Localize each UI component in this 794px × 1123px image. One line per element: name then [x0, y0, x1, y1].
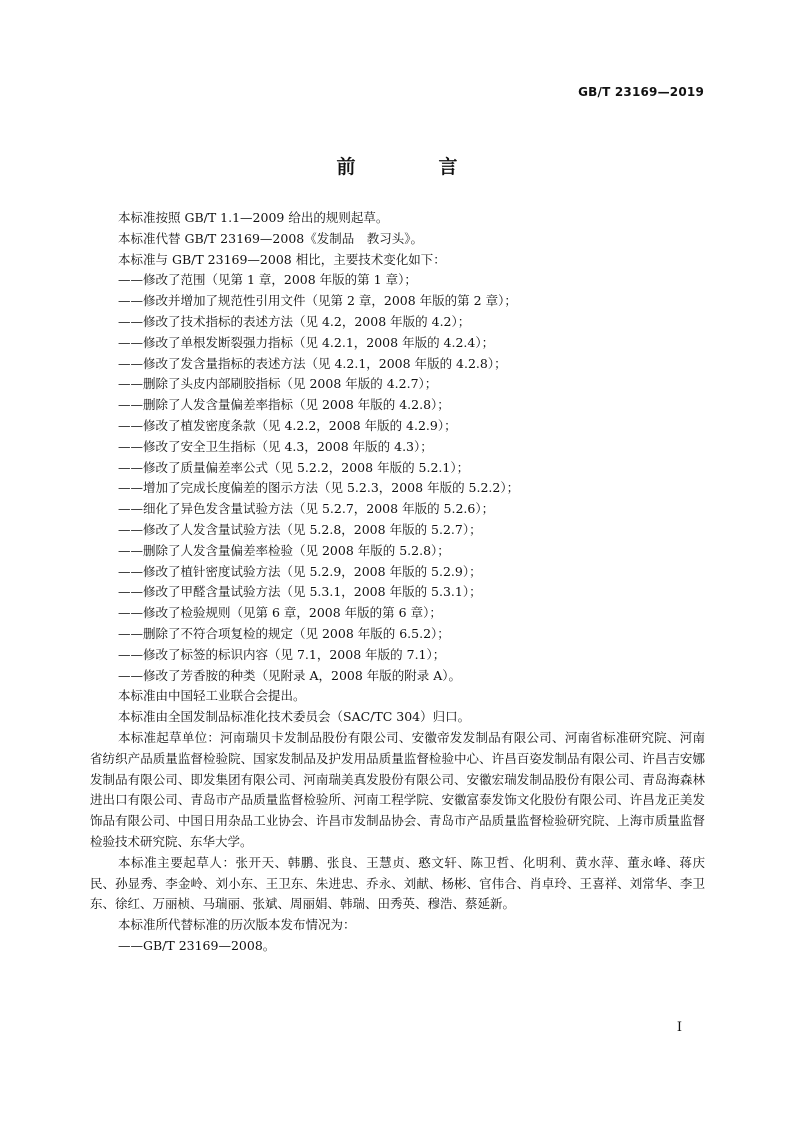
change-item: ——修改了质量偏差率公式（见 5.2.2，2008 年版的 5.2.1）； [118, 459, 470, 475]
change-item: ——修改了安全卫生指标（见 4.3，2008 年版的 4.3）； [118, 438, 433, 454]
standard-number: GB/T 23169—2019 [578, 85, 704, 99]
foreword-body [90, 208, 705, 957]
change-item: ——修改了标签的标识内容（见 7.1，2008 年版的 7.1）； [118, 646, 446, 662]
page-title: 前 言 [336, 156, 490, 178]
page-number: I [676, 1020, 682, 1035]
change-item: ——修改了甲醛含量试验方法（见 5.3.1，2008 年版的 5.3.1）； [118, 584, 482, 600]
drafters: 本标准主要起草人：张开天、韩鹏、张良、王慧贞、憨文轩、陈卫哲、化明利、黄水萍、董永峰、蒋庆民、孙显秀、李金岭、刘小东、王卫东、朱进忠、乔永、刘献、杨彬、官伟合、肖卓玲、王喜祥、刘常华、李卫东、徐红、万丽桢、马瑞丽、张斌、周丽娟、韩瑞、田秀英、穆浩、蔡延新。 [90, 854, 705, 912]
history-intro: 本标准所代替标准的历次版本发布情况为： [118, 917, 356, 933]
intro-line-2: 本标准代替 GB/T 23169—2008《发制品 教习头》。 [118, 230, 423, 246]
change-item: ——删除了人发含量偏差率检验（见 2008 年版的 5.2.8）； [118, 542, 450, 558]
change-item: ——删除了不符合项复检的规定（见 2008 年版的 6.5.2）； [118, 625, 450, 641]
change-item: ——修改了范围（见第 1 章，2008 年版的第 1 章）； [118, 272, 417, 288]
history-item: ——GB/T 23169—2008。 [118, 937, 276, 953]
drafting-units: 本标准起草单位：河南瑞贝卡发制品股份有限公司、安徽帝发发制品有限公司、河南省标准研究院、河南省纺织产品质量监督检验院、国家发制品及护发用品质量监督检验中心、许昌百姿发制品有限公司、许昌吉安娜发制品有限公司、即发集团有限公司、河南瑞美真发股份有限公司、安徽宏瑞发制品股份有限公司、青岛海森林进出口有限公司、青岛市产品质量监督检验所、河南工程学院、安徽富泰发饰文化股份有限公司、许昌龙正美发饰品有限公司、中国日用杂品工业协会、许昌市发制品协会、青岛市产品质量监督检验研究院、上海市质量监督检验技术研究院、东华大学。 [90, 729, 705, 849]
change-item: ——增加了完成长度偏差的图示方法（见 5.2.3，2008 年版的 5.2.2）； [118, 480, 520, 496]
change-item: ——修改了人发含量试验方法（见 5.2.8，2008 年版的 5.2.7）； [118, 521, 482, 537]
change-item: ——修改了植发密度条款（见 4.2.2，2008 年版的 4.2.9）； [118, 417, 457, 433]
change-item: ——删除了人发含量偏差率指标（见 2008 年版的 4.2.8）； [118, 397, 450, 413]
intro-line-1: 本标准按照 GB/T 1.1—2009 给出的规则起草。 [118, 210, 389, 225]
change-item: ——修改了技术指标的表述方法（见 4.2，2008 年版的 4.2）； [118, 313, 471, 329]
change-item: ——修改并增加了规范性引用文件（见第 2 章，2008 年版的第 2 章）； [118, 293, 517, 309]
change-item: ——删除了头皮内部刷胶指标（见 2008 年版的 4.2.7）； [118, 376, 438, 392]
change-item: ——细化了异色发含量试验方法（见 5.2.7，2008 年版的 5.2.6）； [118, 501, 495, 517]
managed-by: 本标准由全国发制品标准化技术委员会（SAC/TC 304）归口。 [118, 709, 471, 725]
change-item: ——修改了植针密度试验方法（见 5.2.9，2008 年版的 5.2.9）； [118, 563, 482, 579]
intro-line-3: 本标准与 GB/T 23169—2008 相比，主要技术变化如下： [118, 251, 446, 267]
change-item: ——修改了发含量指标的表述方法（见 4.2.1，2008 年版的 4.2.8）； [118, 355, 507, 371]
change-item: ——修改了芳香胺的种类（见附录 A，2008 年版的附录 A）。 [118, 667, 462, 683]
change-item: ——修改了单根发断裂强力指标（见 4.2.1，2008 年版的 4.2.4）； [118, 334, 495, 350]
change-item: ——修改了检验规则（见第 6 章，2008 年版的第 6 章）； [118, 605, 442, 621]
proposed-by: 本标准由中国轻工业联合会提出。 [118, 688, 306, 704]
